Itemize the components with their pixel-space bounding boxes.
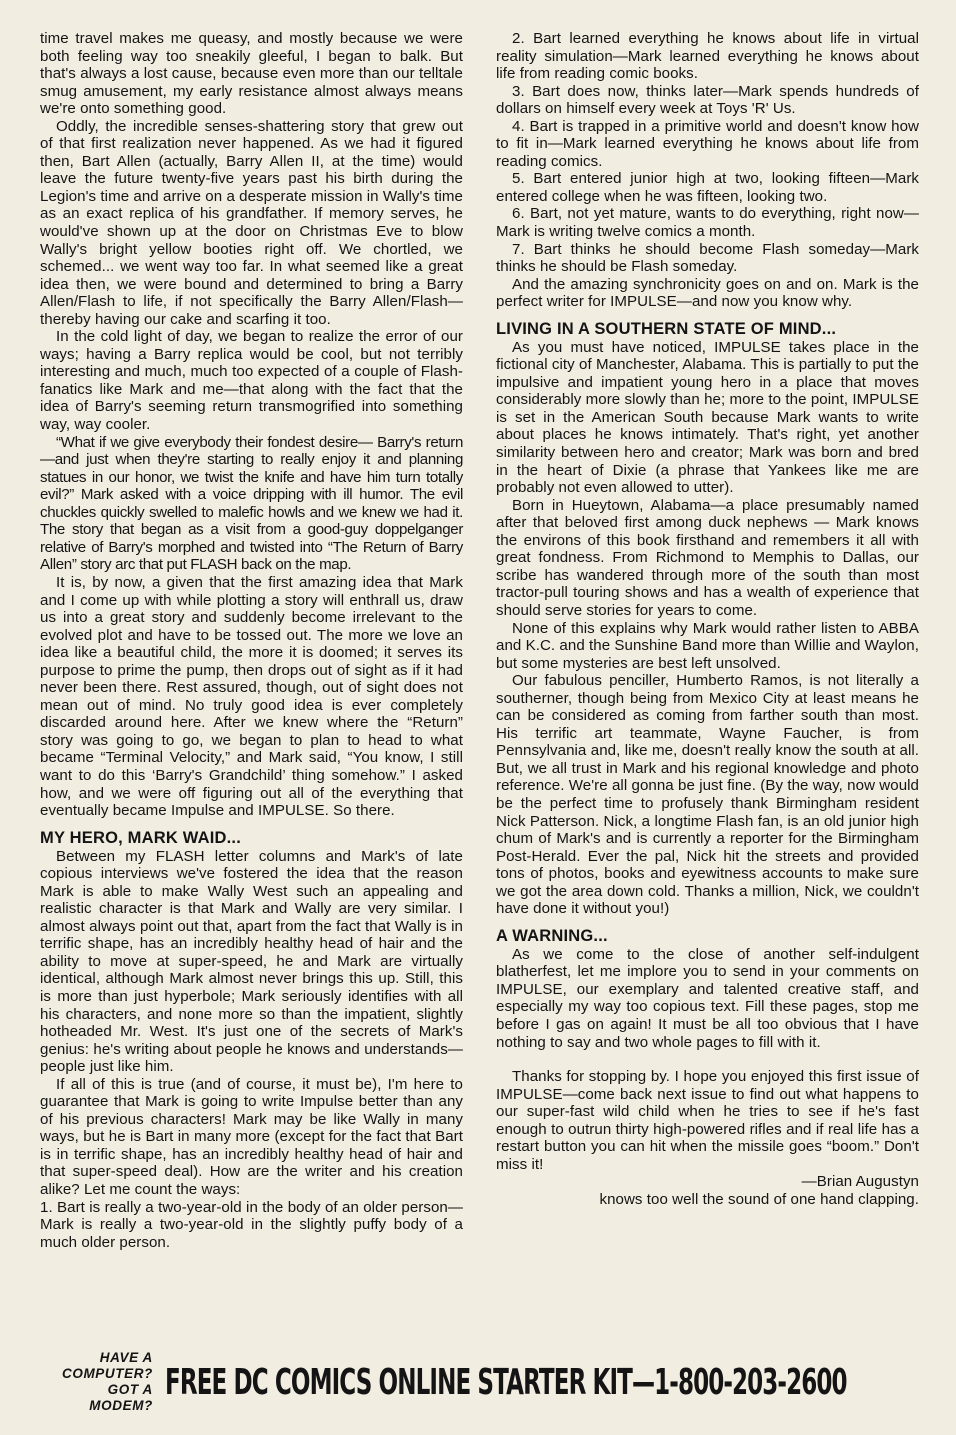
paragraph: Between my FLASH letter columns and Mark's of late copious interviews we've fostered the idea that the reason Mark is able to make Wally West such an appealing and realistic character is that Mark and Wally are very similar. I almost always point out that, apart from the fact that Wally is in terrific shape, has an incredibly healthy head of hair and the ability to move at super-speed, he and Mark are virtually identical, although Mark almost never brings this up. Still, this is more than just hyperbole; Mark seriously identifies with all his characters, and none more so than the impatient, slightly hotheaded Mr. West. It's just one of the secrets of Mark's genius: he's writing about people he knows and understands—people just like him.: [40, 847, 463, 1076]
paragraph: If all of this is true (and of course, it must be), I'm here to guarantee that Mark is going to write Impulse better than any of his previous characters! Mark may be like Wally in many ways, but he is Bart in many more (except for the fact that Bart is in terrific shape, has an incredibly healthy head of hair and that super-speed deal). How are the writer and his creation alike? Let me count the ways:: [40, 1075, 463, 1198]
paragraph: And the amazing synchronicity goes on and on. Mark is the perfect writer for IMPULSE—and now you know why.: [496, 275, 919, 311]
signature: —Brian Augustyn: [801, 1173, 919, 1191]
paragraph: Our fabulous penciller, Humberto Ramos, is not literally a southerner, though being from Mexico City at least means he can be considered as coming from farther south than most. His terrific art teammate, Wayne Faucher, is from Pennsylvania and, like me, doesn't really know the south at all. But, we all trust in Mark and his regional knowledge and photo reference. We're all gonna be just fine. (By the way, now would be the perfect time to profusely thank Birmingham resident Nick Patterson. Nick, a longtime Flash fan, is an old junior high chum of Mark's and is currently a reporter for the Birmingham Post-Herald. Ever the pal, Nick hit the streets and provided tons of photos, books and eyewitness accounts to make sure we got the area down cold. Thanks a million, Nick, we couldn't have done it without you!): [496, 672, 919, 918]
paragraph: time travel makes me queasy, and mostly because we were both feeling way too sneakily gleeful, I began to balk. But that's always a lost cause, because even more than our telltale smug amusement, my early resistance almost always means we're onto something good.: [40, 30, 463, 118]
list-item: 1. Bart is really a two-year-old in the body of an older person—Mark is really a two-year-old in the slightly puffy body of a much older person.: [40, 1198, 463, 1251]
paragraph: In the cold light of day, we began to realize the error of our ways; having a Barry replica would be cool, but not terribly interesting and much, much too expected of a couple of Flash-fanatics like Mark and me—that along with the fact that the idea of Barry's seeming return transmogrified into something way, way cooler.: [40, 328, 463, 434]
list-item: 4. Bart is trapped in a primitive world and doesn't know how to fit in—Mark learned everything he knows about life from reading comics.: [496, 117, 919, 170]
list-item: 3. Bart does now, thinks later—Mark spends hundreds of dollars on himself every week at Toys 'R' Us.: [496, 82, 919, 118]
signature-tagline: knows too well the sound of one hand clapping.: [599, 1190, 919, 1208]
spacer: [496, 1051, 919, 1068]
section-heading: A WARNING...: [496, 926, 608, 945]
paragraph: Thanks for stopping by. I hope you enjoyed this first issue of IMPULSE—come back next issue to find out what happens to our super-fast wild child when he tries to see if he's fast enough to outrun thirty high-powered rifles and if real life has a restart button you can hit when the missile goes “boom.” Don't miss it!: [496, 1068, 919, 1173]
list-item: 6. Bart, not yet mature, wants to do everything, right now—Mark is writing twelve comics a month.: [496, 205, 919, 241]
footer-headline: FREE DC COMICS ONLINE STARTER KIT—1-800-203-2600: [164, 1361, 847, 1403]
paragraph: Oddly, the incredible senses-shattering story that grew out of that first realization never happened. As we had it figured then, Bart Allen (actually, Barry Allen II, at the time) would leave the future twenty-five years past his birth during the Legion's time and arrive on a desperate mission in Wally's time as an exact replica of his grandfather. If memory serves, he would've shown up at the door on Christmas Eve to blow Wally's bright yellow booties right off. We chortled, we schemed... we went way too far. In what seemed like a great idea then, we were bound and determined to bring a Barry Allen/Flash to life, if not specifically the Barry Allen/Flash—thereby having our cake and scarfing it too.: [40, 117, 463, 328]
footer-line: HAVE A COMPUTER?: [62, 1350, 153, 1381]
left-column: [40, 30, 463, 1251]
paragraph: Born in Hueytown, Alabama—a place presumably named after that beloved first among duck nephews — Mark knows the environs of this book firsthand and remembers it all with great fondness. From Richmond to Memphis to Dallas, our scribe has wandered through more of the south than most tractor-pull touring shows and has a wealth of experience that should serve stories for years to come.: [496, 496, 919, 619]
footer-banner: [62, 1350, 902, 1413]
section-heading: LIVING IN A SOUTHERN STATE OF MIND...: [496, 319, 837, 338]
list-item: 5. Bart entered junior high at two, looking fifteen—Mark entered college when he was fifteen, looking two.: [496, 170, 919, 205]
paragraph: As we come to the close of another self-indulgent blatherfest, let me implore you to send in your comments on IMPULSE, our exemplary and talented creative staff, and especially my way too copious text. Fill these pages, stop me before I gas on again! It must be all too obvious that I have nothing to say and two whole pages to fill with it.: [496, 945, 919, 1051]
list-item: 7. Bart thinks he should become Flash someday—Mark thinks he should be Flash someday.: [496, 240, 919, 276]
paragraph: None of this explains why Mark would rather listen to ABBA and K.C. and the Sunshine Band more than Willie and Waylon, but some mysteries are best left unsolved.: [496, 619, 919, 672]
paragraph: As you must have noticed, IMPULSE takes place in the fictional city of Manchester, Alabama. This is partially to put the impulsive and impatient young hero in a place that moves considerably more slowly than he; more to the point, IMPULSE is set in the American South because Mark wants to write about places he knows intimately. That's right, yet another similarity between hero and creator; Mark was born and bred in the heart of Dixie (a phrase that Yankees like me are probably not even allowed to utter).: [496, 338, 919, 497]
paragraph: “What if we give everybody their fondest desire— Barry's return—and just when they're starting to really enjoy it and planning statues in our honor, we twist the knife and have him turn totally evil?” Mark asked with a voice dripping with ill humor. The evil chuckles quickly swelled to malefic howls and we knew we had it. The story that began as a visit from a good-guy doppelganger relative of Barry's morphed and twisted into “The Return of Barry Allen” story arc that put FLASH back on the map.: [40, 433, 463, 574]
footer-question: [62, 1350, 153, 1414]
right-column: [496, 30, 919, 1208]
list-item: 2. Bart learned everything he knows about life in virtual reality simulation—Mark learned everything he knows about life from reading comic books.: [496, 30, 919, 83]
section-heading: MY HERO, MARK WAID...: [40, 828, 241, 847]
footer-line: GOT A MODEM?: [89, 1382, 153, 1413]
paragraph: It is, by now, a given that the first amazing idea that Mark and I come up with while plotting a story will enthrall us, draw us into a great story and suddenly become irrelevant to the evolved plot and have to be tossed out. The more we love an idea like a beautiful child, the more it is doomed; it serves its purpose to prime the pump, then drops out of sight as if it had never been there. Rest assured, though, out of sight does not mean out of mind. No truly good idea is ever completely discarded around here. After we knew where the “Return” story was going to go, we began to plan to head to what became “Terminal Velocity,” and Mark said, “You know, I still want to do this ‘Barry's Grandchild’ thing somehow.” I asked how, and we were off figuring out all of the everything that eventually became Impulse and IMPULSE. So there.: [40, 573, 463, 820]
